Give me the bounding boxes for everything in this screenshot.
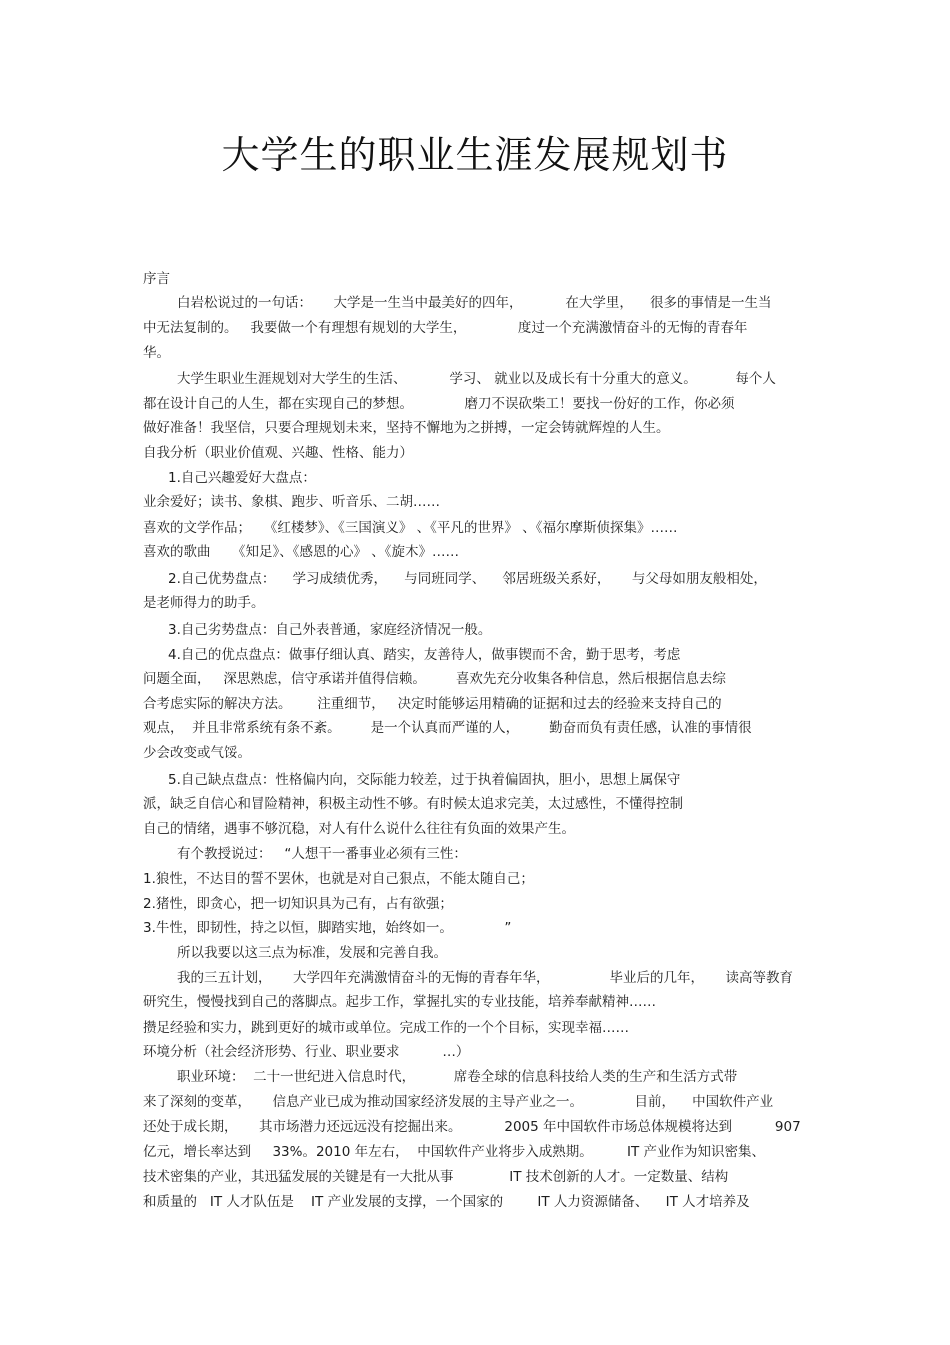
list-item: 4.自己的优点盘点：做事仔细认真、踏实，友善待人，做事锲而不舍，勤于思考，考虑 [168, 647, 681, 663]
list-item: 2.猪性，即贪心，把一切知识具为己有，占有欲强； [143, 896, 453, 912]
paragraph-line: 合考虑实际的解决方法。 注重细节， 决定时能够运用精确的证据和过去的经验来支持自己的 [143, 696, 722, 712]
paragraph-line: 问题全面， 深思熟虑，信守承诺并值得信赖。 喜欢先充分收集各种信息，然后根据信息去综 [143, 671, 726, 687]
paragraph-line: 少会改变或气馁。 [143, 745, 251, 761]
paragraph-line: 观点， 并且非常系统有条不紊。 是一个认真而严谨的人， 勤奋而负有责任感，认准的事情很 [143, 720, 752, 736]
list-item: 2.自己优势盘点： 学习成绩优秀， 与同班同学、 邻居班级关系好， 与父母如朋友般相处， [168, 571, 767, 587]
paragraph-line: 是老师得力的助手。 [143, 595, 265, 611]
paragraph-line: 我的三五计划， 大学四年充满激情奋斗的无悔的青春年华， 毕业后的几年， 读高等教育 [177, 970, 793, 986]
paragraph-line: 中无法复制的。 我要做一个有理想有规划的大学生， 度过一个充满激情奋斗的无悔的青春年 [143, 320, 748, 336]
paragraph-line: 攒足经验和实力，跳到更好的城市或单位。完成工作的一个个目标，实现幸福…… [143, 1020, 629, 1036]
section-heading-self-analysis: 自我分析（职业价值观、兴趣、性格、能力） [143, 445, 413, 461]
section-heading-environment: 环境分析（社会经济形势、行业、职业要求 …） [143, 1044, 470, 1060]
list-item: 1.自己兴趣爱好大盘点： [168, 470, 316, 486]
paragraph-line: 所以我要以这三点为标准，发展和完善自我。 [177, 945, 447, 961]
paragraph-line: 还处于成长期， 其市场潜力还远远没有挖掘出来。 2005 年中国软件市场总体规模将达到 907 [143, 1119, 801, 1135]
paragraph-line: 白岩松说过的一句话： 大学是一生当中最美好的四年， 在大学里， 很多的事情是一生当 [177, 295, 772, 311]
list-item: 3.自己劣势盘点：自己外表普通，家庭经济情况一般。 [168, 622, 492, 638]
quote-intro: 有个教授说过： “人想干一番事业必须有三性： [177, 846, 467, 862]
paragraph-line: 喜欢的文学作品； 《红楼梦》、《三国演义》 、《平凡的世界》 、《福尔摩斯侦探集》…… [143, 520, 678, 536]
list-item: 5.自己缺点盘点：性格偏内向，交际能力较差，过于执着偏固执，胆小，思想上属保守 [168, 772, 681, 788]
section-heading-preface: 序言 [143, 271, 170, 287]
list-item: 1.狼性，不达目的誓不罢休，也就是对自己狠点，不能太随自己； [143, 871, 534, 887]
paragraph-line: 都在设计自己的人生，都在实现自己的梦想。 磨刀不误砍柴工！要找一份好的工作，你必须 [143, 396, 735, 412]
paragraph-line: 和质量的 IT 人才队伍是 IT 产业发展的支撑，一个国家的 IT 人力资源储备、 IT 人才培养及 [143, 1194, 750, 1210]
paragraph-line: 研究生，慢慢找到自己的落脚点。起步工作，掌握扎实的专业技能，培养奉献精神…… [143, 994, 656, 1010]
paragraph-line: 业余爱好；读书、象棋、跑步、听音乐、二胡…… [143, 494, 440, 510]
paragraph-line: 大学生职业生涯规划对大学生的生活、 学习、 就业以及成长有十分重大的意义。 每个人 [177, 371, 776, 387]
paragraph-line: 华。 [143, 345, 170, 361]
list-item: 3.牛性，即韧性，持之以恒，脚踏实地，始终如一。 ” [143, 920, 512, 936]
paragraph-line: 来了深刻的变革， 信息产业已成为推动国家经济发展的主导产业之一。 目前， 中国软件产业 [143, 1094, 774, 1110]
paragraph-line: 自己的情绪，遇事不够沉稳，对人有什么说什么往往有负面的效果产生。 [143, 821, 575, 837]
paragraph-line: 派，缺乏自信心和冒险精神，积极主动性不够。有时候太追求完美，太过感性，不懂得控制 [143, 796, 683, 812]
paragraph-line: 亿元，增长率达到 33%。2010 年左右， 中国软件产业将步入成熟期。 IT 产业作为知识密集、 [143, 1144, 766, 1160]
paragraph-line: 职业环境： 二十一世纪进入信息时代， 席卷全球的信息科技给人类的生产和生活方式带 [177, 1069, 738, 1085]
paragraph-line: 技术密集的产业，其迅猛发展的关键是有一大批从事 IT 技术创新的人才。一定数量、结构 [143, 1169, 729, 1185]
paragraph-line: 喜欢的歌曲 《知足》、《感恩的心》 、《旋木》…… [143, 544, 459, 560]
paragraph-line: 做好准备！我坚信，只要合理规划未来，坚持不懈地为之拼搏，一定会铸就辉煌的人生。 [143, 420, 670, 436]
document-title: 大学生的职业生涯发展规划书 [221, 133, 729, 177]
